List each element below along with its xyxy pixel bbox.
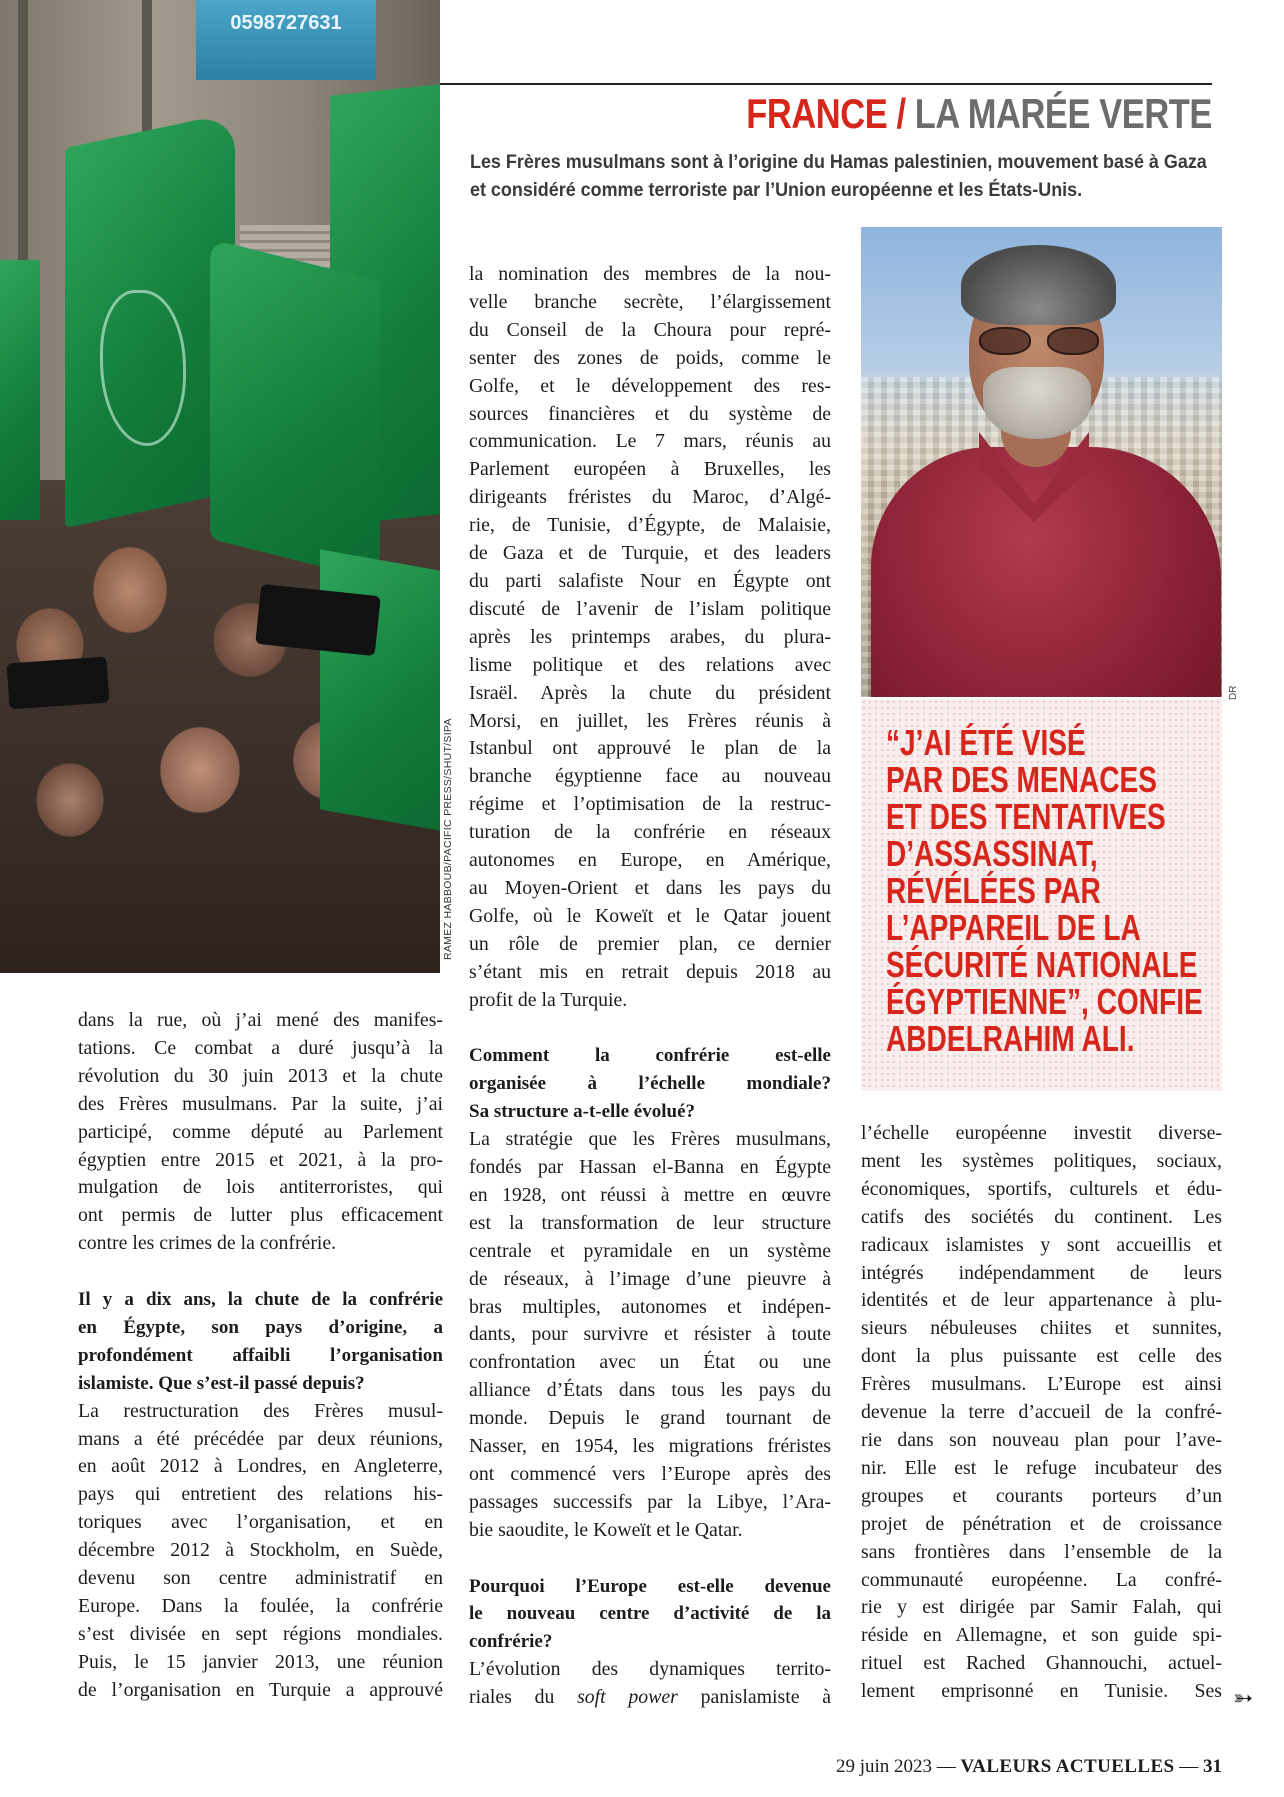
text-line: Istanbul ont approuvé le plan de la: [469, 737, 831, 760]
interview-question: [469, 1573, 831, 1657]
text-line: Golfe, et le développement des res-: [469, 374, 831, 397]
text-line: en 1928, ont réussi à mettre en œuvre: [469, 1183, 831, 1206]
column-1: [78, 1007, 443, 1705]
phone-in-hand: [255, 584, 381, 656]
text-line: catifs des sociétés du continent. Les: [861, 1205, 1222, 1228]
text-line: mulgation de lois antiterroristes, qui: [78, 1176, 443, 1199]
text-line: dirigeants fréristes du Maroc, d’Algé-: [469, 486, 831, 509]
text-line: révolution du 30 juin 2013 et la chute: [78, 1064, 443, 1087]
pullquote-line: D’ASSASSINAT,: [886, 833, 1098, 874]
text-line: du parti salafiste Nour en Égypte ont: [469, 569, 831, 592]
rubric-theme: LA MARÉE VERTE: [914, 90, 1212, 137]
photo-shop-sign: [196, 0, 376, 80]
rubric-country: FRANCE: [746, 90, 888, 137]
text-line: lement emprisonné en Tunisie. Ses: [861, 1680, 1222, 1703]
text-line: Morsi, en juillet, les Frères réunis à: [469, 709, 831, 732]
page-number: 31: [1203, 1756, 1222, 1777]
text-line: de réseaux, à l’image d’une pieuvre à: [469, 1267, 831, 1290]
phone-in-hand: [7, 657, 110, 710]
portrait-photo: [861, 227, 1222, 697]
text-line: contre les crimes de la confrérie.: [78, 1232, 337, 1255]
text-line: riales du soft power panislamiste à: [469, 1686, 831, 1709]
text-line: profondément affaibli l’organisation: [78, 1344, 443, 1366]
text-line: le nouveau centre d’activité de la: [469, 1603, 831, 1625]
text-line: autonomes en Europe, en Amérique,: [469, 849, 831, 872]
text-line: dans la rue, où j’ai mené des manifes-: [78, 1009, 443, 1031]
green-flag: [0, 260, 40, 520]
pullquote-line: ET DES TENTATIVES: [886, 796, 1166, 837]
text-line: pays qui entretient des relations his-: [78, 1483, 443, 1506]
text-line: sans frontières dans l’ensemble de la: [861, 1540, 1222, 1563]
text-line: communication. Le 7 mars, réunis au: [469, 430, 831, 453]
pullquote: [886, 722, 1203, 1059]
portrait-hair: [961, 245, 1116, 325]
column-3: [861, 1120, 1222, 1706]
portrait-beard: [983, 367, 1091, 439]
text-line: rie dans son nouveau plan pour l’ave-: [861, 1428, 1222, 1451]
text-line: projet de pénétration et de croissance: [861, 1512, 1222, 1535]
text-line: devenu son centre administratif en: [78, 1567, 443, 1590]
text-line: identités et de leur appartenance à plu-: [861, 1289, 1222, 1312]
text-line: Il y a dix ans, la chute de la confrérie: [78, 1289, 443, 1311]
text-line: ment les systèmes politiques, sociaux,: [861, 1149, 1222, 1172]
text-line: toriques avec l’organisation, et en: [78, 1511, 443, 1534]
text-line: communauté européenne. La confré-: [861, 1568, 1222, 1591]
italic-term: soft power: [577, 1686, 678, 1709]
text-line: de l’organisation en Turquie a approuvé: [78, 1678, 443, 1701]
text-line: nir. Elle est le refuge incubateur des: [861, 1456, 1222, 1479]
text-line: Golfe, où le Koweït et le Qatar jouent: [469, 904, 831, 927]
pullquote-line: ÉGYPTIENNE”, CONFIE: [886, 981, 1203, 1022]
shop-sign-number: 0598727631: [230, 12, 342, 34]
text-line: rie, de Tunisie, d’Égypte, de Malaisie,: [469, 514, 831, 537]
text-line: Frères musulmans. L’Europe est ainsi: [861, 1373, 1222, 1396]
standfirst-line: Les Frères musulmans sont à l’origine du Hamas palestinien, mouvement basé à Gaza: [470, 151, 1207, 173]
text-line: L’évolution des dynamiques territo-: [469, 1658, 831, 1681]
standfirst: [470, 148, 1207, 204]
issue-date: 29 juin 2023: [835, 1756, 933, 1777]
paragraph: [78, 1007, 443, 1258]
text-line: décembre 2012 à Stockholm, en Suède,: [78, 1539, 443, 1562]
text-line: Pourquoi l’Europe est-elle devenue: [469, 1575, 831, 1597]
text-line: en août 2012 à Londres, en Angleterre,: [78, 1455, 443, 1478]
page-footer: 29 juin 2023 — VALEURS ACTUELLES — 31: [835, 1756, 1222, 1777]
text-line: égyptien entre 2015 et 2021, à la pro-: [78, 1148, 443, 1171]
text-line: participé, comme député au Parlement: [78, 1120, 443, 1143]
text-line: lisme politique et des relations avec: [469, 653, 831, 676]
text-line: s’étant mis en retrait depuis 2018 au: [469, 960, 831, 983]
text-line: sources financières et du système de: [469, 402, 831, 425]
text-line: du Conseil de la Choura pour repré-: [469, 318, 831, 341]
text-line: organisée à l’échelle mondiale?: [469, 1073, 831, 1095]
paragraph: [469, 1656, 831, 1712]
pullquote-line: “J’AI ÉTÉ VISÉ: [886, 722, 1086, 763]
text-line: ont permis de lutter plus efficacement: [78, 1204, 443, 1227]
text-line: est la transformation de leur structure: [469, 1211, 831, 1234]
text-line: Sa structure a-t-elle évolué?: [469, 1101, 696, 1123]
column-2: [469, 261, 831, 1712]
standfirst-line: et considéré comme terroriste par l’Union européenne et les États-Unis.: [470, 179, 1083, 201]
text-line: un rôle de premier plan, ce dernier: [469, 932, 831, 955]
paragraph: [469, 261, 831, 1014]
text-line: fondés par Hassan el-Banna en Égypte: [469, 1155, 831, 1178]
interview-question: [469, 1042, 831, 1126]
magazine-name: VALEURS ACTUELLES: [960, 1756, 1175, 1777]
green-flag: [210, 239, 380, 581]
text-line: groupes et courants porteurs d’un: [861, 1484, 1222, 1507]
text-line: économiques, sportifs, culturels et édu-: [861, 1177, 1222, 1200]
pullquote-line: L’APPAREIL DE LA: [886, 907, 1141, 948]
text-line: rituel est Rached Ghannouchi, actuel-: [861, 1652, 1222, 1675]
text-line: intégrés indépendamment de leurs: [861, 1261, 1222, 1284]
text-line: des Frères musulmans. Par la suite, j’ai: [78, 1092, 443, 1115]
text-line: la nomination des membres de la nou-: [469, 263, 831, 285]
text-line: passages successifs par la Libye, l’Ara-: [469, 1490, 831, 1513]
paragraph: [78, 1398, 443, 1705]
text-line: tations. Ce combat a duré jusqu’à la: [78, 1036, 443, 1059]
text-line: monde. Depuis le grand tournant de: [469, 1407, 831, 1430]
text-line: Israël. Après la chute du président: [469, 681, 831, 704]
text-line: turation de la confrérie en réseaux: [469, 821, 831, 844]
text-line: radicaux islamistes y sont accueillis et: [861, 1233, 1222, 1256]
text-line: dont la plus puissante est celle des: [861, 1345, 1222, 1368]
pullquote-line: RÉVÉLÉES PAR: [886, 870, 1101, 911]
text-line: senter des zones de poids, comme le: [469, 346, 831, 369]
text-line: Comment la confrérie est-elle: [469, 1045, 831, 1067]
text-line: Parlement européen à Bruxelles, les: [469, 458, 831, 481]
text-line: confrontation avec un État ou une: [469, 1351, 831, 1374]
text-line: La stratégie que les Frères musulmans,: [469, 1128, 831, 1151]
text-line: s’est divisée en sept régions mondiales.: [78, 1622, 443, 1645]
text-line: rie y est dirigée par Samir Falah, qui: [861, 1596, 1222, 1619]
text-line: ont commencé vers l’Europe après des: [469, 1462, 831, 1485]
text-line: en Égypte, son pays d’origine, a: [78, 1316, 443, 1338]
text-line: branche égyptienne face au nouveau: [469, 765, 831, 788]
rubric-separator: /: [896, 90, 906, 137]
section-rubric: [746, 90, 1212, 138]
text-line: de Gaza et de Turquie, et des leaders: [469, 542, 831, 565]
text-line: bie saoudite, le Koweït et le Qatar.: [469, 1518, 743, 1541]
portrait-credit: DR: [1228, 685, 1239, 700]
pullquote-line: SÉCURITÉ NATIONALE: [886, 944, 1198, 985]
protest-photo: [0, 0, 440, 973]
text-line: bras multiples, autonomes et indépen-: [469, 1295, 831, 1318]
portrait-shirt: [871, 447, 1221, 697]
continue-arrow-icon: ➳: [1233, 1684, 1254, 1712]
text-line: mans a été précédée par deux réunions,: [78, 1427, 443, 1450]
text-line: La restructuration des Frères musul-: [78, 1399, 443, 1422]
text-line: après les printemps arabes, du plura-: [469, 625, 831, 648]
text-line: réside en Allemagne, et son guide spi-: [861, 1624, 1222, 1647]
portrait-glasses: [979, 327, 1099, 353]
text-line: devenue la terre d’accueil de la confré-: [861, 1401, 1222, 1424]
text-line: l’échelle européenne investit diverse-: [861, 1122, 1222, 1144]
paragraph: [861, 1120, 1222, 1706]
text-line: régime et l’optimisation de la restruc-: [469, 793, 831, 816]
text-line: discuté de l’avenir de l’islam politique: [469, 597, 831, 620]
text-line: islamiste. Que s’est-il passé depuis?: [78, 1372, 365, 1394]
pullquote-line: PAR DES MENACES: [886, 759, 1157, 800]
text-line: velle branche secrète, l’élargissement: [469, 290, 831, 313]
header-rule: [440, 83, 1212, 85]
interview-question: [78, 1286, 443, 1398]
text-line: Europe. Dans la foulée, la confrérie: [78, 1595, 443, 1618]
text-line: confrérie?: [469, 1631, 553, 1653]
text-line: alliance d’États dans tous les pays du: [469, 1379, 831, 1402]
text-line: Nasser, en 1954, les migrations fréristes: [469, 1435, 831, 1458]
text-line: centrale et pyramidale en un système: [469, 1239, 831, 1262]
text-line: Puis, le 15 janvier 2013, une réunion: [78, 1650, 443, 1673]
text-line: profit de la Turquie.: [469, 988, 628, 1011]
paragraph: [469, 1126, 831, 1545]
text-line: au Moyen-Orient et dans les pays du: [469, 876, 831, 899]
photo-credit: RAMEZ HABBOUB/PACIFIC PRESS/SHUT/SIPA: [442, 718, 454, 960]
pullquote-line: ABDELRAHIM ALI.: [886, 1018, 1135, 1059]
text-line: sieurs nébuleuses chiites et sunnites,: [861, 1317, 1222, 1340]
text-line: dants, pour survivre et résister à toute: [469, 1323, 831, 1346]
